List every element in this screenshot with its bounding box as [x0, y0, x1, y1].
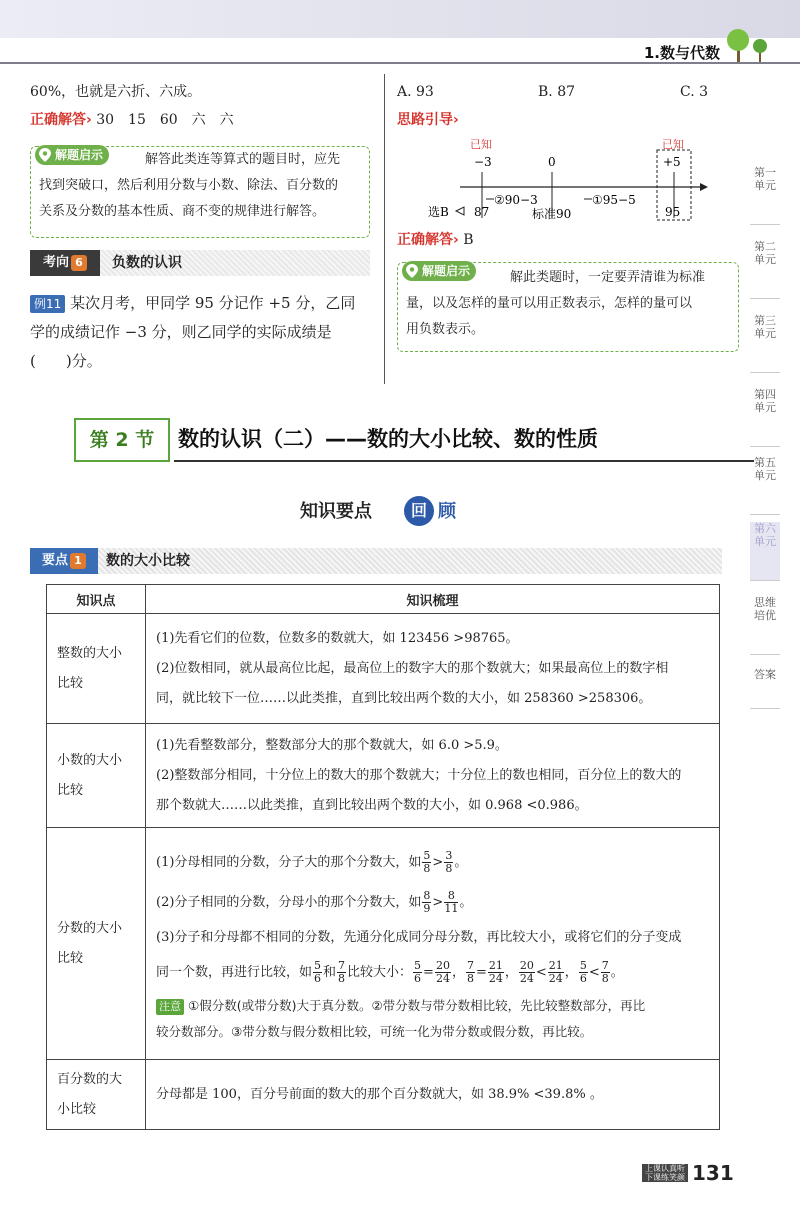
- note-line: 较分数部分。③带分数与假分数相比较，可统一化为带分数或假分数，再比较。: [156, 1023, 593, 1039]
- answer-value: 30 15 60 六 六: [96, 112, 234, 128]
- fraction-rule-2: (2)分子相同的分数，分母小的那个分数大，如 $\frac{8}{9}$ > $\frac{8}{11}$ 。: [156, 888, 473, 915]
- fraction-rule-3: (3)分子和分母都不相同的分数，先通分化成同分母分数，再比较大小，或将它们的分子变成: [156, 929, 682, 945]
- hint-tag: 解题启示: [402, 261, 476, 281]
- kaoxiang-bar: [30, 250, 370, 276]
- review-circle: 回: [404, 496, 434, 526]
- page-number: 131: [692, 1161, 734, 1185]
- guide-label: 思路引导: [397, 112, 453, 128]
- review-text: 知识要点: [300, 501, 372, 522]
- value-95: 95: [665, 205, 681, 219]
- arrow-icon: ›: [453, 232, 459, 248]
- row-body: [146, 828, 720, 1060]
- table-row: [47, 724, 720, 828]
- location-pin-icon: [38, 147, 52, 163]
- table-row: [47, 828, 720, 1060]
- column-header: 知识梳理: [146, 585, 720, 614]
- page-tag: 上课认真听 下课练笑颜: [642, 1164, 688, 1182]
- label-plus5: +5: [663, 155, 681, 169]
- table-row: [47, 614, 720, 724]
- answer-line: [397, 230, 474, 250]
- answer-value: B: [463, 232, 474, 248]
- arrow-icon: ›: [453, 112, 459, 128]
- tab-answers[interactable]: 答案: [750, 668, 780, 709]
- tab-unit-2[interactable]: 第二单元: [750, 240, 780, 299]
- header-rule: [0, 62, 800, 64]
- row-body: (1)先看它们的位数，位数多的数就大，如 123456 >98765。 (2)位数相同，就从最高位比起，最高位上的数字大的那个数就大；如果最高位上的数字相 同，就比较下一位……以此类推，直到比较出两个数的大小，如 258360 >258306。: [146, 614, 720, 724]
- example-line: 例11 某次月考，甲同学 95 分记作 +5 分，乙同: [30, 292, 355, 314]
- row-body: 分母都是 100，百分号前面的数大的那个百分数就大，如 38.9% <39.8% 。: [146, 1060, 720, 1130]
- row-body: (1)先看整数部分，整数部分大的那个数就大，如 6.0 >5.9。 (2)整数部分相同，十分位上的数大的那个数就大；十分位上的数也相同，百分位上的数大的 那个数就大……以此类推，直到比较出两个数的大小，如 0.968 <0.986。: [146, 724, 720, 828]
- hint-line: 关系及分数的基本性质、商不变的规律进行解答。: [39, 204, 326, 219]
- column-header: 知识点: [47, 585, 146, 614]
- option-b: B. 87: [538, 84, 576, 100]
- tab-unit-1[interactable]: 第一单元: [750, 166, 780, 225]
- fraction-rule-1: (1)分母相同的分数，分子大的那个分数大，如 $\frac{5}{8}$ > $\frac{3}{8}$ 。: [156, 848, 468, 875]
- table-header-row: [47, 585, 720, 614]
- review-heading: [300, 496, 500, 528]
- number-line-diagram: [420, 132, 720, 228]
- hint-box: [30, 146, 370, 238]
- hint-line: 用负数表示。: [406, 322, 485, 337]
- tab-thinking[interactable]: 思维培优: [750, 596, 780, 655]
- note-tag: 注意: [156, 999, 184, 1015]
- tab-unit-5[interactable]: 第五单元: [750, 456, 780, 515]
- location-pin-icon: [405, 263, 419, 279]
- known-right: 已知: [662, 138, 684, 151]
- value-87: 87: [474, 205, 490, 219]
- tab-unit-4[interactable]: 第四单元: [750, 388, 780, 447]
- option-c: C. 3: [680, 84, 709, 100]
- axis-arrow-icon: [700, 183, 708, 191]
- column-divider: [384, 74, 385, 384]
- tree-icon: [726, 26, 770, 64]
- kaoxiang-tag: 考向 6: [30, 250, 100, 276]
- knowledge-table: [46, 584, 720, 1130]
- chapter-label: 1.数与代数: [643, 44, 720, 62]
- page-badge: [642, 1160, 772, 1186]
- step-1: ①95−5: [592, 193, 636, 207]
- hint-line: 找到突破口，然后利用分数与小数、除法、百分数的: [39, 178, 339, 193]
- guide-line: [397, 110, 459, 130]
- point-tag: 要点 1: [30, 548, 98, 574]
- answer-label: 正确解答: [397, 232, 453, 248]
- known-left: 已知: [470, 138, 492, 151]
- hint-line: 解此类题时，一定要弄清谁为标准: [510, 270, 706, 285]
- step-2: ②90−3: [494, 193, 538, 207]
- section-header: [74, 412, 714, 464]
- row-label: 分数的大小 比较: [47, 828, 146, 1060]
- top-band: [0, 0, 800, 38]
- example-badge: 例11: [30, 295, 65, 313]
- label-zero: 0: [548, 155, 556, 169]
- point-bar: [30, 548, 722, 574]
- label-minus3: −3: [474, 155, 492, 169]
- note-line: 注意 ①假分数(或带分数)大于真分数。②带分数与带分数相比较，先比较整数部分，再比: [156, 993, 709, 1019]
- kaoxiang-title: 负数的认识: [112, 255, 182, 271]
- example-line: ( )分。: [30, 352, 102, 370]
- choose-label: 选B: [428, 205, 449, 219]
- left-arrow-icon: [456, 207, 464, 215]
- arrow-icon: ›: [86, 112, 92, 128]
- table-row: [47, 1060, 720, 1130]
- example-line: 学的成绩记作 −3 分，则乙同学的实际成绩是: [30, 323, 332, 341]
- value-90: 标准90: [532, 207, 572, 221]
- answer-line: [30, 110, 234, 130]
- tab-unit-6[interactable]: 第六单元: [750, 522, 780, 581]
- hint-tag: 解题启示: [35, 145, 109, 165]
- review-tail: 顾: [438, 501, 456, 522]
- row-label: 整数的大小 比较: [47, 614, 146, 724]
- row-label: 小数的大小 比较: [47, 724, 146, 828]
- answer-label: 正确解答: [30, 112, 86, 128]
- section-label: 第 2 节: [74, 418, 170, 462]
- section-title: 数的认识（二）——数的大小比较、数的性质: [178, 427, 598, 451]
- section-underline: [174, 460, 754, 462]
- hint-line: 量，以及怎样的量可以用正数表示，怎样的量可以: [406, 296, 693, 311]
- row-label: 百分数的大 小比较: [47, 1060, 146, 1130]
- solution-line: 60%，也就是六折、六成。: [30, 84, 202, 100]
- hint-box: [397, 262, 739, 352]
- point-title: 数的大小比较: [106, 553, 190, 569]
- fraction-rule-3b: 同一个数，再进行比较，如 $\frac{5}{6}$ 和 $\frac{7}{8}$ 比较大小： $\frac{5}{6}$ = $\frac{20}{24}$ ， $\frac{7}{8}$ = $\frac{21}{24}$ ， $\frac{20}{24}$ < $\frac{21}{24}$ ， $\frac{5}{6}$ < $\frac{7}{8}$ 。: [156, 958, 624, 985]
- tab-unit-3[interactable]: 第三单元: [750, 314, 780, 373]
- hint-line: 解答此类连等算式的题目时，应先: [145, 152, 341, 167]
- option-a: A. 93: [397, 84, 434, 100]
